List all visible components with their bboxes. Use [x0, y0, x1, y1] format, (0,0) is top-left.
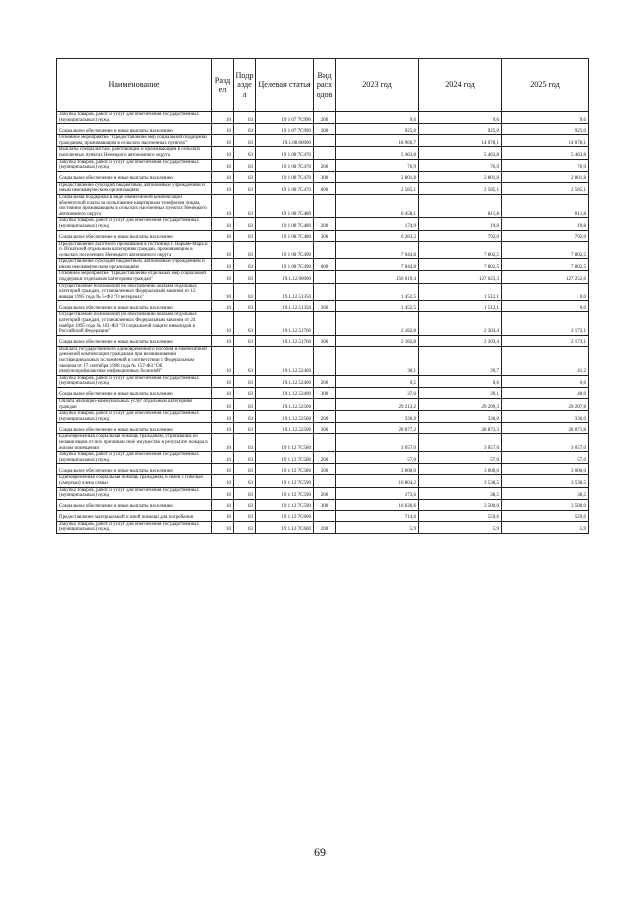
- row-2025: 127 252,6: [502, 271, 589, 283]
- row-name: Предоставление материальной и иной помощи для погребения: [57, 510, 212, 521]
- row-podrazdel: 03: [234, 499, 256, 510]
- row-2023: 156 619,4: [336, 271, 419, 283]
- row-celevaya: 19 1 08 7С490: [256, 259, 314, 271]
- row-razdel: 10: [212, 387, 234, 398]
- row-vid: [314, 398, 336, 410]
- row-celevaya: 19 1 08 7С470: [256, 147, 314, 159]
- row-name: Закупка товаров, работ и услуг для обеспечения государственных (муниципальных) нужд: [57, 159, 212, 171]
- table-row: [57, 387, 589, 398]
- row-2023: 5 463,8: [336, 147, 419, 159]
- table-row: [57, 464, 589, 475]
- row-2025: 9,6: [502, 112, 589, 124]
- row-podrazdel: 03: [234, 487, 256, 499]
- row-2024: 7 802,5: [419, 259, 502, 271]
- row-celevaya: 19 1 08 7С470: [256, 182, 314, 194]
- row-vid: [314, 271, 336, 283]
- row-razdel: 10: [212, 423, 234, 434]
- table-row: [57, 411, 589, 423]
- row-celevaya: 19 1 12 7С590: [256, 475, 314, 487]
- row-podrazdel: 03: [234, 398, 256, 410]
- row-razdel: 10: [212, 510, 234, 521]
- row-2024: 9,6: [419, 112, 502, 124]
- row-2025: 14 078,1: [502, 135, 589, 147]
- row-2025: 28 871,8: [502, 423, 589, 434]
- budget-table: [56, 58, 589, 534]
- row-vid: [314, 312, 336, 335]
- row-2023: 6 283,2: [336, 230, 419, 241]
- row-vid: 200: [314, 452, 336, 464]
- row-2023: 57,0: [336, 452, 419, 464]
- row-podrazdel: 03: [234, 452, 256, 464]
- table-row: [57, 521, 589, 533]
- row-podrazdel: 03: [234, 218, 256, 230]
- row-name: Социальное обеспечение и иные выплаты населению: [57, 171, 212, 182]
- row-celevaya: 19.1.12.52500: [256, 423, 314, 434]
- row-vid: 200: [314, 159, 336, 171]
- row-razdel: 10: [212, 124, 234, 135]
- row-2025: 336,0: [502, 411, 589, 423]
- row-razdel: 10: [212, 487, 234, 499]
- row-vid: 200: [314, 521, 336, 533]
- row-podrazdel: 03: [234, 230, 256, 241]
- row-name: Осуществление полномочий по обеспечению жильем отдельных категорий граждан, установленных Федеральным законом от 12 января 1995 года № 5-ФЗ "О ветеранах": [57, 283, 212, 301]
- row-razdel: 10: [212, 411, 234, 423]
- table-row: [57, 159, 589, 171]
- row-podrazdel: 03: [234, 521, 256, 533]
- row-2024: 3 538,5: [419, 475, 502, 487]
- row-vid: 200: [314, 411, 336, 423]
- row-2025: 3 057,0: [502, 434, 589, 452]
- table-row: [57, 135, 589, 147]
- table-row: [57, 301, 589, 312]
- row-name: Основное мероприятие "Предоставление отдельных мер социальной поддержки отдельным категориям граждан": [57, 271, 212, 283]
- row-razdel: 10: [212, 521, 234, 533]
- row-podrazdel: 03: [234, 147, 256, 159]
- row-name: Предоставление субсидий бюджетным, автономным учреждениям и иным некоммерческим организациям: [57, 259, 212, 271]
- row-razdel: 10: [212, 241, 234, 259]
- row-celevaya: 19.1.12.52400: [256, 387, 314, 398]
- row-name: Выплата государственного единовременного пособия и ежемесячной денежной компенсации гражданам при возникновении поствакцинальных осложнений в соответствии с Федеральным законом от 17 сентября 1998 года № 157-ФЗ "Об иммунопрофилактике инфекционных болезней": [57, 346, 212, 375]
- table-row: [57, 194, 589, 217]
- table-row: [57, 434, 589, 452]
- row-celevaya: 19 1 12 7С580: [256, 434, 314, 452]
- row-vid: 300: [314, 124, 336, 135]
- row-2023: 714,6: [336, 510, 419, 521]
- table-row: [57, 271, 589, 283]
- row-2025: 559,6: [502, 510, 589, 521]
- header-podrazdel: Подр азде л: [234, 59, 256, 112]
- row-2024: 811,8: [419, 194, 502, 217]
- table-row: [57, 312, 589, 335]
- row-razdel: 10: [212, 335, 234, 346]
- row-2024: 5 463,8: [419, 147, 502, 159]
- row-podrazdel: 03: [234, 346, 256, 375]
- row-celevaya: 19 1 12 7С600: [256, 521, 314, 533]
- row-2024: 19,8: [419, 218, 502, 230]
- row-2023: 336,0: [336, 411, 419, 423]
- row-2023: 1 452,5: [336, 301, 419, 312]
- row-vid: 300: [314, 464, 336, 475]
- row-2023: 3 000,0: [336, 464, 419, 475]
- row-name: Закупка товаров, работ и услуг для обеспечения государственных (муниципальных) нужд: [57, 218, 212, 230]
- row-name: Единовременная социальная помощь гражданам, утратившим по независящим от них причинам своё имущество в результате пожара в жилом помещении: [57, 434, 212, 452]
- row-podrazdel: 03: [234, 423, 256, 434]
- row-podrazdel: 03: [234, 159, 256, 171]
- row-vid: 600: [314, 182, 336, 194]
- row-name: Социальное обеспечение и иные выплаты населению: [57, 335, 212, 346]
- row-celevaya: 19 1 07 7С990: [256, 124, 314, 135]
- row-2023: 174,9: [336, 218, 419, 230]
- row-2023: 7 044,8: [336, 241, 419, 259]
- table-row: [57, 259, 589, 271]
- row-podrazdel: 03: [234, 283, 256, 301]
- row-2024: 39,1: [419, 387, 502, 398]
- row-2024: 14 078,1: [419, 135, 502, 147]
- row-celevaya: 19 1 12 7С590: [256, 487, 314, 499]
- row-vid: 200: [314, 112, 336, 124]
- table-row: [57, 171, 589, 182]
- row-celevaya: 19.1.12.51760: [256, 312, 314, 335]
- row-razdel: 10: [212, 147, 234, 159]
- row-2023: 925,0: [336, 124, 419, 135]
- row-podrazdel: 03: [234, 387, 256, 398]
- row-2023: 9,6: [336, 112, 419, 124]
- row-vid: 300: [314, 387, 336, 398]
- row-name: Социальное обеспечение и иные выплаты населению: [57, 423, 212, 434]
- row-2024: 38,5: [419, 487, 502, 499]
- table-row: [57, 346, 589, 375]
- row-name: Закупка товаров, работ и услуг для обеспечения государственных (муниципальных) нужд: [57, 112, 212, 124]
- row-razdel: 10: [212, 452, 234, 464]
- table-body: [57, 112, 589, 534]
- row-2025: 0,0: [502, 301, 589, 312]
- row-name: Закупка товаров, работ и услуг для обеспечения государственных (муниципальных) нужд: [57, 487, 212, 499]
- row-podrazdel: 03: [234, 171, 256, 182]
- table-row: [57, 230, 589, 241]
- row-2024: 3 500,0: [419, 499, 502, 510]
- row-2025: 811,8: [502, 194, 589, 217]
- row-podrazdel: 03: [234, 375, 256, 387]
- table-header-row: [57, 59, 589, 112]
- row-name: Закупка товаров, работ и услуг для обеспечения государственных (муниципальных) нужд: [57, 411, 212, 423]
- row-2024: 2 585,1: [419, 182, 502, 194]
- row-2024: 7 802,5: [419, 241, 502, 259]
- table-row: [57, 475, 589, 487]
- row-2023: 7 044,8: [336, 259, 419, 271]
- row-vid: 300: [314, 423, 336, 434]
- row-2023: 18 966,7: [336, 135, 419, 147]
- row-razdel: 10: [212, 259, 234, 271]
- row-name: Основное мероприятие "Предоставление мер социальной поддержки гражданам, проживающим в сельских населенных пунктах": [57, 135, 212, 147]
- row-2023: 2 182,8: [336, 335, 419, 346]
- row-razdel: 10: [212, 112, 234, 124]
- header-name: Наименование: [57, 59, 212, 112]
- row-celevaya: 19 1 07 7С990: [256, 112, 314, 124]
- row-razdel: 10: [212, 312, 234, 335]
- row-razdel: 10: [212, 375, 234, 387]
- row-celevaya: 19 1 08 7С470: [256, 171, 314, 182]
- row-podrazdel: 03: [234, 194, 256, 217]
- header-vid: Вид расх одов: [314, 59, 336, 112]
- row-2024: 127 623,3: [419, 271, 502, 283]
- row-2023: 6 458,1: [336, 194, 419, 217]
- row-2024: 792,0: [419, 230, 502, 241]
- row-vid: 200: [314, 375, 336, 387]
- row-vid: [314, 346, 336, 375]
- row-vid: 300: [314, 171, 336, 182]
- row-vid: 600: [314, 259, 336, 271]
- table-row: [57, 499, 589, 510]
- row-celevaya: 19.1.12.51350: [256, 283, 314, 301]
- table-row: [57, 283, 589, 301]
- row-name: Закупка товаров, работ и услуг для обеспечения государственных (муниципальных) нужд: [57, 375, 212, 387]
- row-celevaya: 19 1 12 7С600: [256, 510, 314, 521]
- row-vid: 300: [314, 499, 336, 510]
- row-name: Предоставление субсидий бюджетным, автономным учреждениям и иным некоммерческим организациям: [57, 182, 212, 194]
- row-vid: 300: [314, 301, 336, 312]
- row-2024: 336,0: [419, 411, 502, 423]
- row-2023: 0,5: [336, 375, 419, 387]
- row-celevaya: 19.1.12.52500: [256, 398, 314, 410]
- table-row: [57, 335, 589, 346]
- row-razdel: 10: [212, 283, 234, 301]
- row-2023: 76,9: [336, 159, 419, 171]
- row-2023: 2 182,8: [336, 312, 419, 335]
- row-2025: 0,0: [502, 283, 589, 301]
- row-2025: 19,8: [502, 218, 589, 230]
- row-name: Закупка товаров, работ и услуг для обеспечения государственных (муниципальных) нужд: [57, 521, 212, 533]
- row-2024: 925,0: [419, 124, 502, 135]
- row-2025: 3 000,0: [502, 464, 589, 475]
- row-2024: 39,7: [419, 346, 502, 375]
- table-row: [57, 510, 589, 521]
- row-celevaya: 19 1 08 7С490: [256, 241, 314, 259]
- row-razdel: 10: [212, 230, 234, 241]
- row-2023: 3 057,0: [336, 434, 419, 452]
- row-2023: 1 452,5: [336, 283, 419, 301]
- row-2025: 2 585,1: [502, 182, 589, 194]
- table-row: [57, 487, 589, 499]
- row-razdel: 10: [212, 135, 234, 147]
- row-celevaya: 19 1 08 7С470: [256, 159, 314, 171]
- row-name: Социальное обеспечение и иные выплаты населению: [57, 301, 212, 312]
- row-vid: [314, 283, 336, 301]
- row-name: Социальное обеспечение и иные выплаты населению: [57, 499, 212, 510]
- row-name: Оплата жилищно-коммунальных услуг отдельным категориям граждан: [57, 398, 212, 410]
- table-row: [57, 241, 589, 259]
- row-2023: 16 804,2: [336, 475, 419, 487]
- row-name: Социальное обеспечение и иные выплаты населению: [57, 230, 212, 241]
- row-2023: 2 585,1: [336, 182, 419, 194]
- row-2023: 2 801,8: [336, 171, 419, 182]
- row-celevaya: 19.1.12.00000: [256, 271, 314, 283]
- row-podrazdel: 03: [234, 271, 256, 283]
- row-razdel: 10: [212, 171, 234, 182]
- row-2025: 2 173,1: [502, 335, 589, 346]
- row-podrazdel: 03: [234, 510, 256, 521]
- table-row: [57, 147, 589, 159]
- row-celevaya: 19.1.12.52500: [256, 411, 314, 423]
- row-2025: 2 173,1: [502, 312, 589, 335]
- row-razdel: 10: [212, 301, 234, 312]
- table-row: [57, 182, 589, 194]
- row-razdel: 10: [212, 194, 234, 217]
- row-2025: 57,0: [502, 452, 589, 464]
- row-podrazdel: 03: [234, 411, 256, 423]
- row-podrazdel: 03: [234, 464, 256, 475]
- row-2024: 5,9: [419, 521, 502, 533]
- row-podrazdel: 03: [234, 112, 256, 124]
- row-2025: 3 538,5: [502, 475, 589, 487]
- row-name: Социальное обеспечение и иные выплаты населению: [57, 387, 212, 398]
- header-2024: 2024 год: [419, 59, 502, 112]
- row-2025: 925,0: [502, 124, 589, 135]
- row-celevaya: 19.1.12.51350: [256, 301, 314, 312]
- row-2024: 2 303,4: [419, 335, 502, 346]
- row-2025: 5 463,8: [502, 147, 589, 159]
- row-2024: 3 000,0: [419, 464, 502, 475]
- row-razdel: 10: [212, 271, 234, 283]
- row-2023: 5,9: [336, 521, 419, 533]
- row-celevaya: 19.1.12.51760: [256, 335, 314, 346]
- row-2025: 3 500,0: [502, 499, 589, 510]
- row-2025: 5,9: [502, 521, 589, 533]
- row-podrazdel: 03: [234, 259, 256, 271]
- row-vid: [314, 510, 336, 521]
- row-celevaya: 19 1 08 7С480: [256, 194, 314, 217]
- row-podrazdel: 03: [234, 434, 256, 452]
- row-name: Выплаты специалистам, работающим и проживающим в сельских населенных пунктах Ненецкого автономного округа: [57, 147, 212, 159]
- row-2023: 38,1: [336, 346, 419, 375]
- row-podrazdel: 03: [234, 135, 256, 147]
- row-2025: 792,0: [502, 230, 589, 241]
- row-celevaya: 19.1.08.00000: [256, 135, 314, 147]
- row-celevaya: 19 1 08 7С480: [256, 218, 314, 230]
- row-celevaya: 19 1 08 7С480: [256, 230, 314, 241]
- row-name: Социальная поддержка в виде ежемесячной компенсации абонентской платы за пользование квартирным телефоном лицам, постоянно проживающим в сельских населенных пунктах Ненецкого автономного округа: [57, 194, 212, 217]
- row-vid: [314, 434, 336, 452]
- row-name: Социальное обеспечение и иные выплаты населению: [57, 464, 212, 475]
- table-row: [57, 218, 589, 230]
- row-podrazdel: 03: [234, 312, 256, 335]
- row-vid: [314, 147, 336, 159]
- row-razdel: 10: [212, 464, 234, 475]
- header-2025: 2025 год: [502, 59, 589, 112]
- row-vid: 200: [314, 487, 336, 499]
- row-2025: 7 802,5: [502, 259, 589, 271]
- row-podrazdel: 03: [234, 301, 256, 312]
- row-2024: 1 512,1: [419, 301, 502, 312]
- row-razdel: 10: [212, 499, 234, 510]
- row-2024: 29 209,3: [419, 398, 502, 410]
- row-celevaya: 19 1 12 7С590: [256, 499, 314, 510]
- header-2023: 2023 год: [336, 59, 419, 112]
- row-vid: [314, 241, 336, 259]
- row-podrazdel: 03: [234, 475, 256, 487]
- table-row: [57, 398, 589, 410]
- row-2025: 76,9: [502, 159, 589, 171]
- row-2025: 7 802,5: [502, 241, 589, 259]
- row-2024: 2 303,4: [419, 312, 502, 335]
- page-number: 69: [314, 845, 326, 859]
- row-podrazdel: 03: [234, 335, 256, 346]
- row-2025: 41,2: [502, 346, 589, 375]
- row-razdel: 10: [212, 182, 234, 194]
- row-2024: 0,6: [419, 375, 502, 387]
- row-vid: 300: [314, 335, 336, 346]
- row-2023: 29 213,2: [336, 398, 419, 410]
- row-celevaya: 19.1.12.52400: [256, 346, 314, 375]
- row-razdel: 10: [212, 159, 234, 171]
- row-2025: 38,5: [502, 487, 589, 499]
- row-vid: 300: [314, 230, 336, 241]
- row-2024: 2 801,8: [419, 171, 502, 182]
- header-celevaya: Целевая статья: [256, 59, 314, 112]
- row-podrazdel: 03: [234, 182, 256, 194]
- row-2023: 173,6: [336, 487, 419, 499]
- row-2025: 2 801,8: [502, 171, 589, 182]
- row-2024: 28 873,3: [419, 423, 502, 434]
- row-2024: 3 057,0: [419, 434, 502, 452]
- row-name: Единовременная социальная помощь гражданам, в связи с гибелью (смертью) члена семьи: [57, 475, 212, 487]
- row-celevaya: 19 1 12 7С580: [256, 452, 314, 464]
- table-row: [57, 375, 589, 387]
- row-2025: 0,6: [502, 375, 589, 387]
- row-name: Социальное обеспечение и иные выплаты населению: [57, 124, 212, 135]
- row-razdel: 10: [212, 434, 234, 452]
- row-name: Закупка товаров, работ и услуг для обеспечения государственных (муниципальных) нужд: [57, 452, 212, 464]
- row-name: Осуществление полномочий по обеспечению жильем отдельных категорий граждан, установленных Федеральным законом от 24 ноября 1995 года № 181-ФЗ "О социальной защите инвалидов в Российской Федерации": [57, 312, 212, 335]
- row-vid: [314, 475, 336, 487]
- row-podrazdel: 03: [234, 241, 256, 259]
- row-razdel: 10: [212, 218, 234, 230]
- row-vid: [314, 135, 336, 147]
- row-razdel: 10: [212, 475, 234, 487]
- row-2024: 1 512,1: [419, 283, 502, 301]
- row-razdel: 10: [212, 398, 234, 410]
- table-row: [57, 112, 589, 124]
- row-vid: 200: [314, 218, 336, 230]
- row-2023: 16 630,6: [336, 499, 419, 510]
- table-row: [57, 124, 589, 135]
- row-2025: 29 207,8: [502, 398, 589, 410]
- row-celevaya: 19 1 12 7С580: [256, 464, 314, 475]
- row-2025: 40,6: [502, 387, 589, 398]
- row-razdel: 10: [212, 346, 234, 375]
- table-row: [57, 423, 589, 434]
- row-podrazdel: 03: [234, 124, 256, 135]
- row-celevaya: 19.1.12.52400: [256, 375, 314, 387]
- header-razdel: Разд ел: [212, 59, 234, 112]
- row-2024: 57,0: [419, 452, 502, 464]
- row-2023: 37,6: [336, 387, 419, 398]
- row-2024: 559,6: [419, 510, 502, 521]
- row-2024: 76,9: [419, 159, 502, 171]
- row-name: Предоставление льготного проживания в гостинице г. Нарьян-Мара и п. Искателей отдельным категориям граждан, проживающим в сельских поселениях Ненецкого автономного округа: [57, 241, 212, 259]
- table-row: [57, 452, 589, 464]
- row-vid: [314, 194, 336, 217]
- row-2023: 28 877,2: [336, 423, 419, 434]
